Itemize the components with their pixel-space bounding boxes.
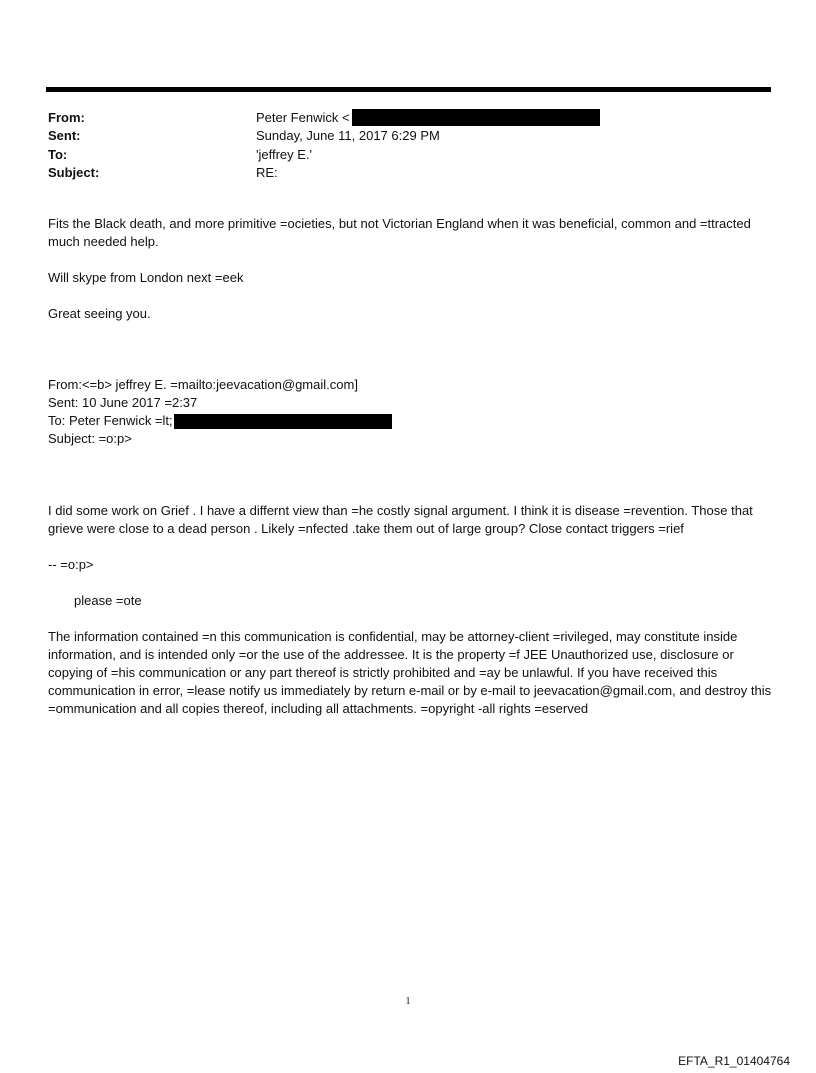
body-text: Great seeing you. [48, 306, 151, 321]
quoted-body-text: I did some work on Grief . I have a differnt view than =he costly signal argument. I think it is disease =revention. Those that grieve were close to a dead person . Likely =nfected .take them out of large group? Close contact triggers =rief [48, 503, 753, 536]
to-label: To: [48, 146, 68, 162]
body-paragraph-2 [48, 269, 778, 287]
quoted-sent-line: Sent: 10 June 2017 =2:37 [48, 395, 198, 410]
from-value [256, 109, 600, 126]
subject-label: Subject: [48, 165, 100, 181]
redaction-box [352, 109, 600, 126]
disclaimer-text: The information contained =n this communication is confidential, may be attorney-client =rivileged, may constitute inside information, and is intended only =or the use of the addressee. It is the property =f JEE Unauthorized use, disclosure or copying of =his communication or any part thereof is strictly prohibited and =ay be unlawful. If you have received this communication in error, =lease notify us immediately by return e-mail or by e-mail to jeevacation@gmail.com, and destroy this =ommunication and all copies thereof, including all attachments. =opyright -all rights =eserved [48, 629, 772, 716]
document-id: EFTA_R1_01404764 [678, 1054, 790, 1068]
from-row [48, 108, 768, 127]
subject-value: RE: [256, 165, 278, 181]
disclaimer [48, 628, 778, 718]
body-text: Will skype from London next =eek [48, 270, 244, 285]
quoted-to-line [48, 412, 778, 430]
quoted-to-text: To: Peter Fenwick =lt; [48, 413, 173, 428]
sent-row [48, 127, 768, 146]
sent-label: Sent: [48, 128, 81, 144]
page-number: 1 [405, 996, 411, 1007]
from-label: From: [48, 109, 85, 125]
note-text: please =ote [74, 593, 142, 608]
email-header [48, 108, 768, 182]
signature-separator [48, 556, 778, 574]
separator-text: -- =o:p> [48, 557, 94, 572]
quoted-from-line: From:<=b> jeffrey E. =mailto:jeevacation@gmail.com] [48, 377, 358, 392]
body-paragraph-1 [48, 215, 778, 251]
subject-row [48, 164, 768, 183]
from-name: Peter Fenwick < [256, 109, 350, 125]
signature-note [48, 592, 804, 610]
header-rule [46, 87, 771, 92]
quoted-subject-line: Subject: =o:p> [48, 431, 132, 446]
to-value: 'jeffrey E.' [256, 146, 313, 162]
body-text: Fits the Black death, and more primitive =ocieties, but not Victorian England when it was beneficial, common and =ttracted much needed help. [48, 216, 751, 249]
body-paragraph-3 [48, 305, 778, 323]
sent-value: Sunday, June 11, 2017 6:29 PM [256, 128, 440, 144]
quoted-header [48, 376, 778, 448]
redaction-box [174, 414, 392, 429]
quoted-paragraph [48, 502, 778, 538]
to-row [48, 145, 768, 164]
